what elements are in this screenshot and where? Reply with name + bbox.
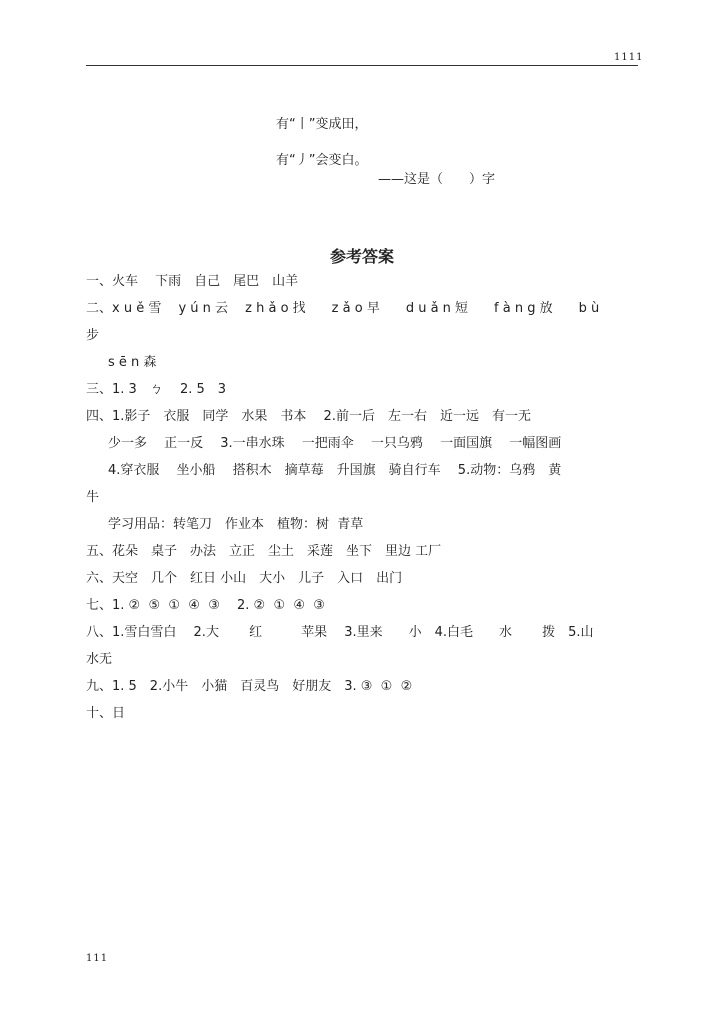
answer-line-1: 一、火车 下雨 自己 尾巴 山羊 (86, 274, 299, 289)
answer-line-4-cont-4: 学习用品：转笔刀 作业本 植物：树 青草 (108, 517, 364, 532)
riddle-line-1: 有“丨”变成田， (276, 117, 368, 132)
answer-key-list (86, 271, 646, 730)
answer-line-5: 五、花朵 桌子 办法 立正 尘土 采莲 坐下 里边 工厂 (86, 544, 442, 559)
answer-line-8-cont: 水无 (86, 652, 113, 667)
answer-line-3: 三、1. 3 ㄅ 2. 5 3 (86, 382, 227, 397)
answer-line-2-cont: 步 (86, 328, 100, 343)
answer-line-8: 八、1.雪白雪白 2.大 红 苹果 3.里来 小 4.白毛 水 拨 5.山 (86, 625, 594, 640)
answer-line-4: 四、1.影子 衣服 同学 水果 书本 2.前一后 左一右 近一远 有一无 (86, 409, 531, 424)
answer-line-4-cont-3: 牛 (86, 490, 100, 505)
answer-line-2-extra: s ē n 森 (108, 355, 157, 370)
footer-page-number: 111 (86, 953, 109, 964)
answer-line-4-cont-1: 少一多 正一反 3.一串水珠 一把雨伞 一只乌鸦 一面国旗 一幅图画 (108, 436, 562, 451)
answer-line-6: 六、天空 几个 红日 小山 大小 儿子 入口 出门 (86, 571, 403, 586)
answer-line-10: 十、日 (86, 706, 126, 721)
header-page-number: 1111 (614, 52, 644, 63)
answer-line-9: 九、1. 5 2.小牛 小猫 百灵鸟 好朋友 3. ③ ① ② (86, 679, 413, 694)
answer-line-2: 二、x u ě 雪 y ú n 云 z h ǎ o 找 z ǎ o 早 d u ǎ n 短 f à n g 放 b ù (86, 301, 600, 316)
riddle-line-3: ——这是（ ）字 (378, 172, 496, 187)
answer-line-4-cont-2: 4.穿衣服 坐小船 搭积木 摘草莓 升国旗 骑自行车 5.动物：乌鸦 黄 (108, 463, 562, 478)
answer-key-heading: 参考答案 (329, 247, 394, 266)
riddle-line-2: 有“丿”会变白。 (276, 153, 368, 168)
header-rule (86, 65, 638, 66)
answer-line-7: 七、1. ② ⑤ ① ④ ③ 2. ② ① ④ ③ (86, 598, 325, 613)
